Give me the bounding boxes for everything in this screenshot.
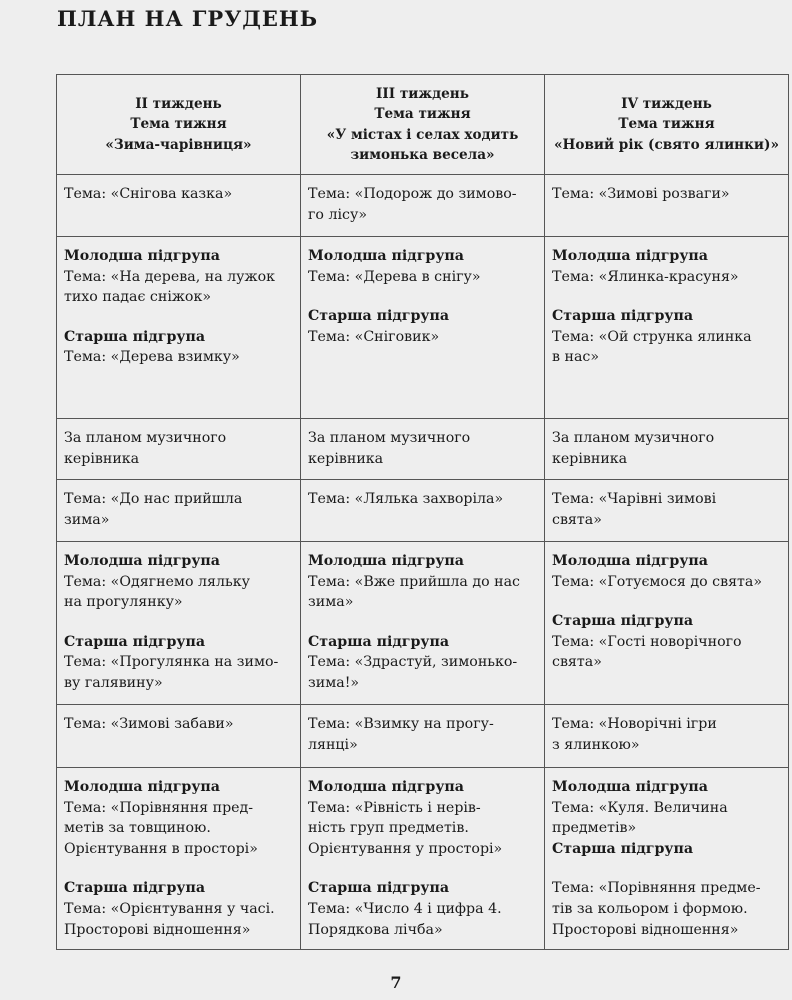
spacer — [64, 613, 294, 632]
plan-table — [56, 74, 789, 950]
cell-topic: Тема: «Одягнемо ляльку на прогулянку» — [64, 573, 250, 611]
spacer — [308, 287, 538, 306]
table-cell — [545, 419, 789, 480]
spacer — [64, 859, 294, 878]
subgroup-label: Старша підгрупа — [308, 880, 450, 897]
subgroup-label: Молодша підгрупа — [64, 553, 220, 569]
cell-topic: Тема: «Готуємося до свята» — [552, 573, 763, 590]
header-week-2 — [57, 75, 301, 175]
subgroup-label: Молодша підгрупа — [64, 248, 220, 264]
table-cell — [57, 237, 301, 419]
cell-topic: Тема: «Число 4 і цифра 4. Порядкова лічба» — [308, 900, 502, 938]
cell-topic: Тема: «Дерева взимку» — [64, 349, 240, 366]
header-text: IV тиждень Тема тижня «Новий рік (свято ялинки)» — [554, 96, 779, 153]
cell-topic: Тема: «Здрастуй, зимонько- зима!» — [308, 654, 518, 691]
cell-topic: Тема: «Ялинка-красуня» — [552, 268, 739, 285]
subgroup-label: Молодша підгрупа — [552, 553, 708, 569]
cell-topic: За планом музичного керівника — [308, 430, 471, 467]
table-cell — [545, 175, 789, 237]
subgroup-label: Старша підгрупа — [552, 840, 694, 857]
table-row — [57, 705, 789, 768]
cell-topic: За планом музичного керівника — [552, 430, 715, 467]
cell-topic: Тема: «Взимку на прогу- лянці» — [308, 716, 494, 753]
subgroup-label: Старша підгрупа — [64, 328, 206, 345]
table-cell — [57, 419, 301, 480]
header-week-4 — [545, 75, 789, 175]
table-cell — [545, 768, 789, 950]
subgroup-label: Старша підгрупа — [308, 633, 450, 650]
table-cell — [301, 705, 545, 768]
table-cell — [545, 705, 789, 768]
table-cell — [57, 542, 301, 705]
cell-topic: Тема: «Порівняння пред- метів за товщиною. Орієнтування в просторі» — [64, 799, 258, 857]
subgroup-label: Старша підгрупа — [308, 308, 450, 325]
table-row — [57, 175, 789, 237]
spacer — [308, 859, 538, 878]
cell-topic: Тема: «Орієнтування у часі. Просторові відношення» — [64, 900, 275, 938]
table-cell — [301, 480, 545, 542]
table-cell — [301, 237, 545, 419]
table-cell — [57, 175, 301, 237]
cell-topic: Тема: «Ой струнка ялинка в нас» — [552, 328, 752, 366]
subgroup-label: Молодша підгрупа — [308, 779, 464, 795]
cell-topic: Тема: «Сніговик» — [308, 328, 440, 345]
table-cell — [545, 542, 789, 705]
cell-topic: За планом музичного керівника — [64, 430, 227, 467]
spacer — [552, 287, 782, 306]
cell-topic: Тема: «Зимові забави» — [64, 716, 234, 732]
subgroup-label: Молодша підгрупа — [64, 779, 220, 795]
subgroup-label: Старша підгрупа — [64, 633, 206, 650]
header-text: ІІ тиждень Тема тижня «Зима-чарівниця» — [105, 96, 252, 153]
subgroup-label: Молодша підгрупа — [552, 248, 708, 264]
table-row — [57, 542, 789, 705]
table-row — [57, 237, 789, 419]
table-row — [57, 480, 789, 542]
table-cell — [545, 237, 789, 419]
subgroup-label: Молодша підгрупа — [552, 779, 708, 795]
cell-topic: Тема: «Зимові розваги» — [552, 186, 730, 202]
cell-topic: Тема: «Чарівні зимові свята» — [552, 491, 717, 528]
spacer — [552, 592, 782, 611]
table-cell — [301, 419, 545, 480]
spacer — [64, 308, 294, 327]
table-cell — [301, 768, 545, 950]
table-cell — [301, 542, 545, 705]
cell-topic: Тема: «Вже прийшла до нас зима» — [308, 573, 520, 611]
table-cell — [57, 480, 301, 542]
subgroup-label: Старша підгрупа — [64, 880, 206, 897]
subgroup-label: Молодша підгрупа — [308, 248, 464, 264]
table-row — [57, 419, 789, 480]
subgroup-label: Молодша підгрупа — [308, 553, 464, 569]
page-title: ПЛАН НА ГРУДЕНЬ — [57, 6, 319, 31]
cell-topic: Тема: «Лялька захворіла» — [308, 491, 504, 507]
cell-topic: Тема: «Новорічні ігри з ялинкою» — [552, 716, 717, 753]
header-week-3 — [301, 75, 545, 175]
cell-topic: Тема: «На дерева, на лужок тихо падає сніжок» — [64, 268, 275, 306]
header-text: ІІІ тиждень Тема тижня «У містах і селах ходить зимонька весела» — [326, 86, 519, 163]
cell-topic: Тема: «Прогулянка на зимо- ву галявину» — [64, 654, 279, 691]
cell-topic: Тема: «До нас прийшла зима» — [64, 491, 243, 528]
table-row — [57, 768, 789, 950]
table-cell — [57, 768, 301, 950]
page-number: 7 — [390, 973, 402, 992]
cell-topic: Тема: «Дерева в снігу» — [308, 268, 481, 285]
subgroup-label: Старша підгрупа — [552, 308, 694, 325]
subgroup-label: Старша підгрупа — [552, 613, 694, 630]
table-cell — [301, 175, 545, 237]
cell-topic: Тема: «Рівність і нерів- ність груп предметів. Орієнтування у просторі» — [308, 799, 503, 857]
table-header-row — [57, 75, 789, 175]
cell-topic: Тема: «Подорож до зимово- го лісу» — [308, 186, 517, 223]
cell-topic: Тема: «Гості новорічного свята» — [552, 633, 742, 671]
table-cell — [545, 480, 789, 542]
table-cell — [57, 705, 301, 768]
spacer — [308, 613, 538, 632]
cell-topic: Тема: «Снігова казка» — [64, 186, 233, 202]
cell-topic: Тема: «Порівняння предме- тів за кольором і формою. Просторові відношення» — [552, 880, 761, 938]
cell-topic: Тема: «Куля. Величина предметів» — [552, 799, 728, 837]
